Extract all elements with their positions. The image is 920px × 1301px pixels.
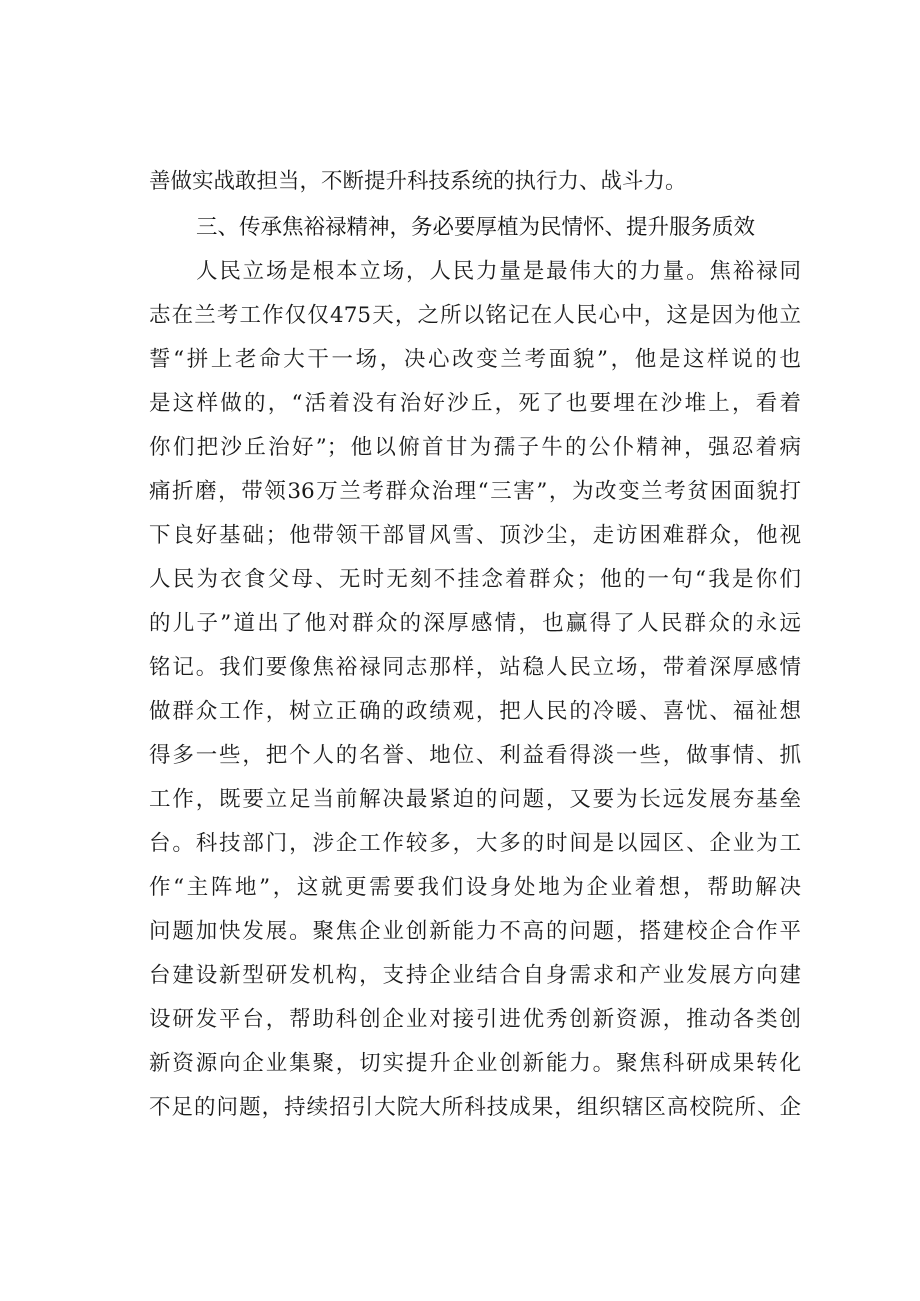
paragraph-line: 得多一些，把个人的名誉、地位、利益看得淡一些，做事情、抓 xyxy=(149,743,801,768)
paragraph-line: 作“主阵地”，这就更需要我们设身处地为企业着想，帮助解决 xyxy=(149,875,801,900)
paragraph-line: 誓“拼上老命大干一场，决心改变兰考面貌”，他是这样说的也 xyxy=(149,347,801,372)
paragraph-line: 下良好基础；他带领干部冒风雪、顶沙尘，走访困难群众，他视 xyxy=(149,523,801,548)
paragraph-line: 人民为衣食父母、无时无刻不挂念着群众；他的一句“我是你们 xyxy=(149,567,801,592)
paragraph-line: 人民立场是根本立场，人民力量是最伟大的力量。焦裕禄同 xyxy=(196,259,801,284)
paragraph-line: 新资源向企业集聚，切实提升企业创新能力。聚焦科研成果转化 xyxy=(149,1051,801,1076)
paragraph-line: 是这样做的，“活着没有治好沙丘，死了也要埋在沙堆上，看着 xyxy=(149,391,801,416)
paragraph-line: 你们把沙丘治好”；他以俯首甘为孺子牛的公仆精神，强忍着病 xyxy=(149,435,801,460)
paragraph-line: 不足的问题，持续招引大院大所科技成果，组织辖区高校院所、企 xyxy=(149,1095,801,1120)
paragraph-line: 志在兰考工作仅仅475天，之所以铭记在人民心中，这是因为他立 xyxy=(149,303,801,328)
paragraph-line: 工作，既要立足当前解决最紧迫的问题，又要为长远发展夯基垒 xyxy=(149,787,801,812)
paragraph-line: 问题加快发展。聚焦企业创新能力不高的问题，搭建校企合作平 xyxy=(149,919,801,944)
section-heading: 三、传承焦裕禄精神，务必要厚植为民情怀、提升服务质效 xyxy=(196,215,756,240)
paragraph-line: 设研发平台，帮助科创企业对接引进优秀创新资源，推动各类创 xyxy=(149,1007,801,1032)
paragraph-line: 台建设新型研发机构，支持企业结合自身需求和产业发展方向建 xyxy=(149,963,801,988)
paragraph-line: 做群众工作，树立正确的政绩观，把人民的冷暖、喜忧、福祉想 xyxy=(149,699,801,724)
paragraph-line: 的儿子”道出了他对群众的深厚感情，也赢得了人民群众的永远 xyxy=(149,611,801,636)
paragraph-line: 铭记。我们要像焦裕禄同志那样，站稳人民立场，带着深厚感情 xyxy=(149,655,801,680)
paragraph-line: 痛折磨，带领36万兰考群众治理“三害”，为改变兰考贫困面貌打 xyxy=(149,479,801,504)
continuation-line: 善做实战敢担当，不断提升科技系统的执行力、战斗力。 xyxy=(149,169,687,194)
paragraph-line: 台。科技部门，涉企工作较多，大多的时间是以园区、企业为工 xyxy=(149,831,801,856)
